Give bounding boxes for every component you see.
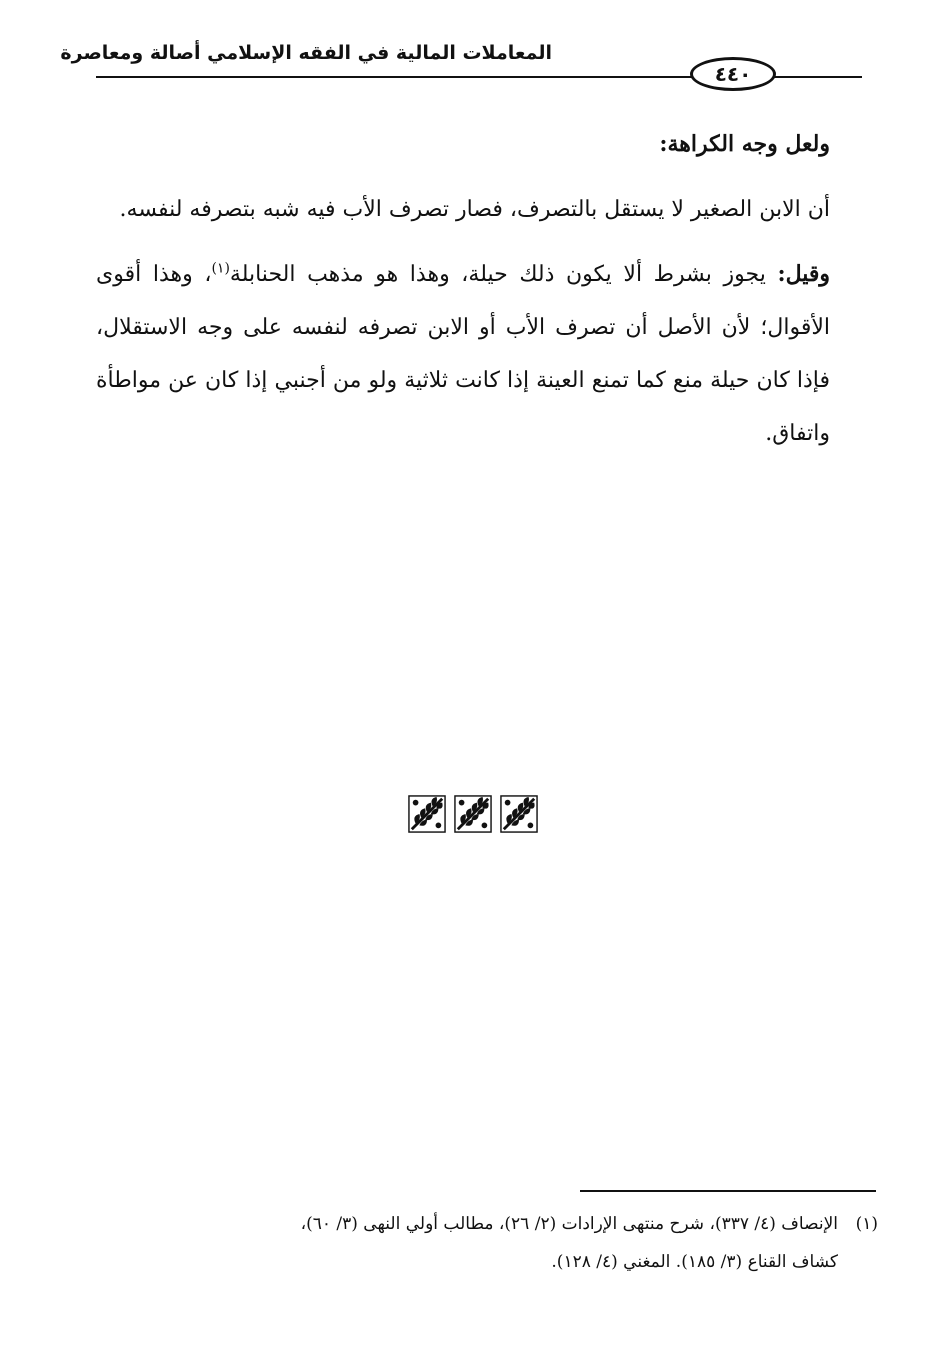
footnote-line-1 bbox=[96, 1205, 878, 1243]
paragraph-3 bbox=[96, 248, 862, 460]
main-text bbox=[96, 118, 862, 460]
heading-text: ولعل وجه الكراهة: bbox=[659, 131, 830, 157]
floral-ornament-icon bbox=[408, 795, 446, 833]
section-end-ornament bbox=[408, 795, 538, 835]
running-header-title: المعاملات المالية في الفقه الإسلامي أصالة ومعاصرة bbox=[60, 42, 552, 64]
footnote-number: (١) bbox=[855, 1214, 878, 1234]
footnote-separator bbox=[580, 1190, 876, 1192]
footnote-text-line-2: كشاف القناع (٣/ ١٨٥). المغني (٤/ ١٢٨). bbox=[551, 1252, 838, 1272]
floral-ornament-icon bbox=[500, 795, 538, 833]
page-number-badge bbox=[690, 57, 776, 91]
footnote-reference[interactable]: (١) bbox=[211, 260, 230, 277]
footnote-line-2 bbox=[96, 1243, 878, 1281]
paragraph-3-lead: وقيل: bbox=[777, 261, 831, 287]
paragraph-3-rest: ، وهذا أقوى الأقوال؛ لأن الأصل أن تصرف الأب أو الابن تصرفه لنفسه على وجه الاستقلال، فإذا كان حيلة منع كما تمنع العينة إذا كانت ثلاثية ولو من أجنبي إذا كان عن مواطأة واتفاق. bbox=[96, 262, 830, 446]
page-number: ٤٤٠ bbox=[714, 62, 752, 86]
paragraph-3-text: يجوز بشرط ألا يكون ذلك حيلة، وهذا هو مذهب الحنابلة bbox=[229, 262, 778, 287]
footnotes bbox=[96, 1205, 878, 1281]
paragraph-2-text: أن الابن الصغير لا يستقل بالتصرف، فصار تصرف الأب فيه شبه بتصرفه لنفسه. bbox=[119, 197, 830, 222]
paragraph-2 bbox=[96, 183, 862, 236]
paragraph-heading bbox=[96, 118, 862, 171]
footnote-text-line-1: الإنصاف (٤/ ٣٣٧)، شرح منتهى الإرادات (٢/ ٢٦)، مطالب أولي النهى (٣/ ٦٠)، bbox=[300, 1214, 838, 1234]
floral-ornament-icon bbox=[454, 795, 492, 833]
